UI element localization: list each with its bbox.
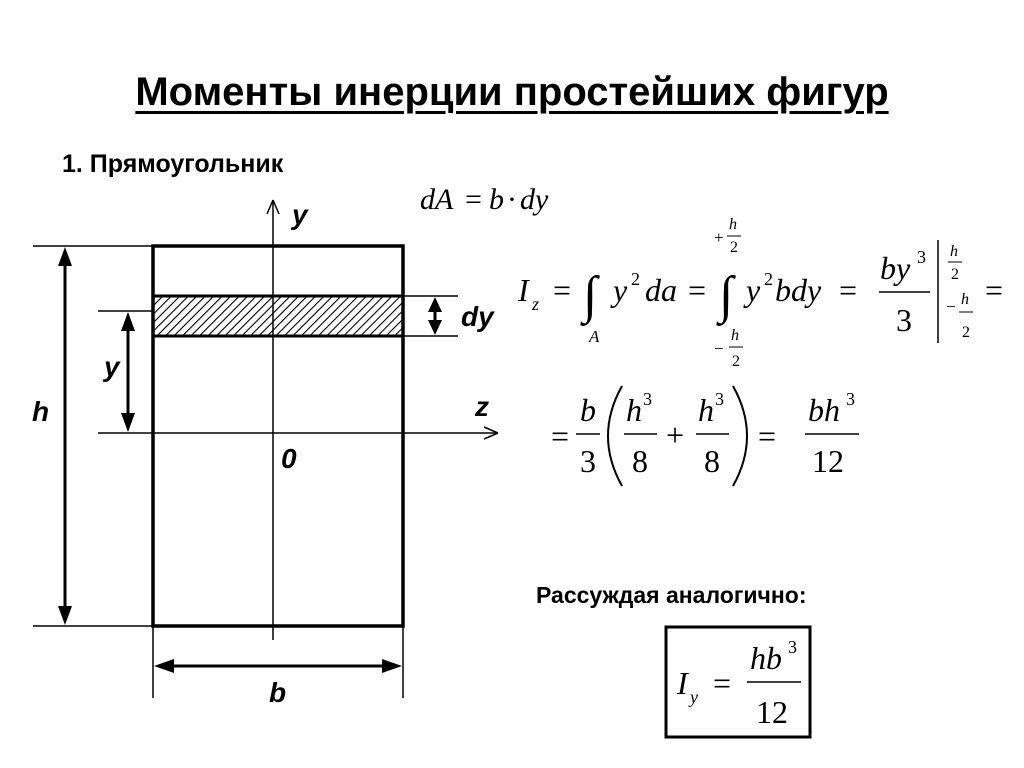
svg-text:y: y	[613, 272, 628, 308]
svg-text:8: 8	[632, 443, 648, 479]
y-dimension-label: y	[104, 351, 120, 382]
svg-text:=: =	[465, 183, 482, 216]
svg-text:−: −	[946, 297, 956, 316]
formula-Iz-result	[551, 386, 859, 486]
svg-text:I: I	[518, 272, 529, 308]
b-arrow-left-icon	[154, 659, 174, 673]
svg-text:=: =	[758, 418, 777, 454]
y-arrow-top-icon	[121, 312, 135, 331]
svg-text:+: +	[714, 228, 724, 247]
svg-text:h: h	[698, 392, 714, 428]
formula-dA	[420, 183, 549, 216]
svg-text:3: 3	[580, 443, 596, 479]
svg-text:h: h	[731, 327, 739, 344]
svg-text:z: z	[532, 294, 540, 314]
svg-text:12: 12	[812, 443, 844, 479]
svg-text:I: I	[677, 665, 688, 701]
svg-text:dy: dy	[520, 183, 549, 216]
dy-arrow-top-icon	[428, 297, 442, 312]
h-label: h	[32, 396, 50, 427]
svg-text:2: 2	[951, 266, 959, 283]
svg-text:−: −	[714, 339, 724, 358]
svg-text:h: h	[961, 291, 969, 308]
svg-text:b: b	[580, 392, 596, 428]
b-label: b	[269, 677, 287, 708]
axis-z-label: z	[475, 391, 489, 422]
svg-text:∫: ∫	[583, 267, 598, 324]
svg-text:bh: bh	[808, 392, 840, 428]
svg-text:h: h	[950, 243, 958, 260]
svg-text:∫: ∫	[719, 267, 734, 324]
svg-text:·: ·	[507, 183, 517, 216]
svg-text:=: =	[551, 418, 570, 454]
svg-text:=: =	[688, 272, 707, 308]
svg-text:3: 3	[643, 389, 652, 409]
svg-text:h: h	[729, 216, 737, 233]
svg-text:y: y	[690, 687, 698, 707]
h-arrow-top-icon	[58, 247, 72, 266]
h-arrow-bottom-icon	[58, 606, 72, 625]
svg-text:=: =	[839, 272, 858, 308]
svg-text:by: by	[880, 250, 911, 286]
origin-label: 0	[281, 443, 297, 474]
svg-text:dA: dA	[420, 183, 454, 216]
svg-text:=: =	[553, 272, 572, 308]
dy-label: dy	[461, 301, 494, 332]
svg-text:bdy: bdy	[775, 272, 822, 308]
svg-text:2: 2	[764, 269, 773, 289]
svg-text:A: A	[589, 327, 600, 346]
y-arrow-bottom-icon	[121, 413, 135, 432]
svg-text:2: 2	[631, 269, 640, 289]
formula-Iy-boxed	[666, 627, 810, 737]
svg-text:2: 2	[732, 353, 740, 370]
section-subtitle: 1. Прямоугольник	[62, 150, 284, 178]
svg-text:3: 3	[715, 389, 724, 409]
b-arrow-right-icon	[382, 659, 402, 673]
svg-text:y: y	[746, 272, 761, 308]
svg-text:2: 2	[962, 324, 970, 341]
hatched-strip	[153, 296, 403, 336]
axis-y-label: y	[292, 199, 308, 230]
page-title: Моменты инерции простейших фигур	[135, 70, 889, 114]
svg-text:h: h	[626, 392, 642, 428]
svg-text:+: +	[666, 417, 685, 453]
reasoning-label: Рассуждая аналогично:	[536, 582, 807, 608]
svg-text:3: 3	[896, 302, 912, 338]
svg-text:hb: hb	[750, 640, 782, 676]
svg-text:b: b	[489, 183, 504, 216]
dy-arrow-bottom-icon	[428, 320, 442, 335]
formula-Iz-integral	[517, 216, 1003, 370]
svg-text:12: 12	[756, 694, 788, 730]
svg-text:=: =	[713, 665, 732, 701]
svg-text:2: 2	[730, 239, 738, 256]
svg-text:3: 3	[917, 247, 926, 267]
svg-text:=: =	[985, 272, 1004, 308]
svg-text:3: 3	[846, 389, 855, 409]
svg-text:da: da	[645, 272, 677, 308]
rectangle-diagram	[32, 199, 498, 708]
svg-text:3: 3	[788, 637, 797, 657]
svg-text:8: 8	[704, 443, 720, 479]
